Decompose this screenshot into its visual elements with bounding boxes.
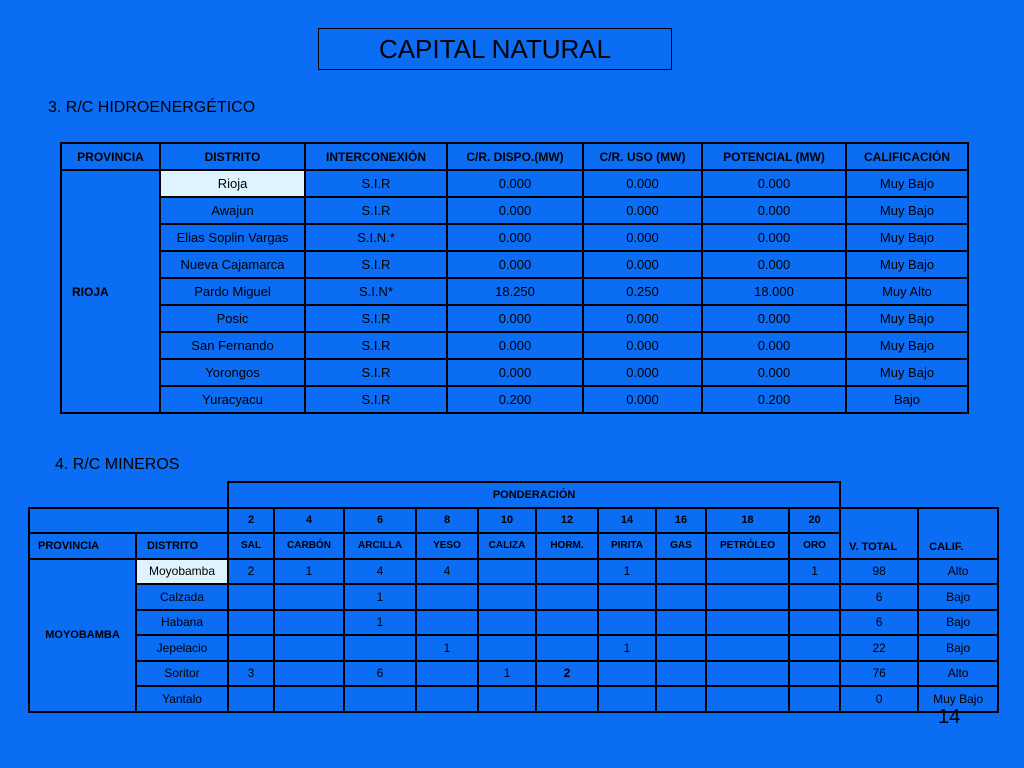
table-row	[61, 170, 968, 197]
mineral-distrito-cell[interactable]: Jepelacio	[136, 635, 228, 661]
mineral-value-cell: 3	[228, 661, 274, 687]
hydro-dispo-cell: 0.000	[447, 224, 583, 251]
mineral-value-cell	[536, 584, 598, 610]
mineral-value-cell	[656, 635, 706, 661]
mineral-value-cell: 4	[416, 559, 478, 585]
mineral-distrito-cell[interactable]: Habana	[136, 610, 228, 636]
mineral-total-cell: 6	[840, 610, 918, 636]
blank-cell	[29, 482, 228, 508]
calif-header: CALIF.	[918, 508, 998, 559]
hydro-distrito-cell[interactable]: Yuracyacu	[160, 386, 305, 413]
hydro-calificacion-cell: Muy Bajo	[846, 224, 968, 251]
mineral-value-cell	[478, 635, 536, 661]
hydro-calificacion-cell: Muy Bajo	[846, 251, 968, 278]
mineral-calif-cell: Bajo	[918, 635, 998, 661]
hydro-interconexion-cell: S.I.R	[305, 386, 447, 413]
hydro-dispo-cell: 0.000	[447, 197, 583, 224]
mineral-value-cell	[598, 661, 656, 687]
hydro-potencial-cell: 18.000	[702, 278, 846, 305]
mineral-value-cell	[789, 635, 840, 661]
weight-header: 14	[598, 508, 656, 534]
mineral-value-cell	[478, 584, 536, 610]
mineral-value-cell	[228, 686, 274, 712]
hydro-interconexion-cell: S.I.R	[305, 197, 447, 224]
vtotal-header: V. TOTAL	[840, 508, 918, 559]
hydro-header-uso: C/R. USO (MW)	[583, 143, 702, 170]
mineral-value-cell	[344, 635, 416, 661]
section-heading-mineros: 4. R/C MINEROS	[55, 456, 180, 473]
hydro-distrito-cell[interactable]: Elias Soplin Vargas	[160, 224, 305, 251]
mineral-total-cell: 76	[840, 661, 918, 687]
hydro-distrito-cell[interactable]: Rioja	[160, 170, 305, 197]
mineral-header-carbon: CARBÓN	[274, 533, 344, 559]
hydro-dispo-cell: 0.000	[447, 359, 583, 386]
mineral-value-cell	[536, 635, 598, 661]
weight-header: 12	[536, 508, 598, 534]
mineral-value-cell	[536, 559, 598, 585]
hydro-distrito-cell[interactable]: Pardo Miguel	[160, 278, 305, 305]
hydro-uso-cell: 0.000	[583, 386, 702, 413]
mineral-value-cell	[274, 686, 344, 712]
weights-spacer-cell	[29, 508, 228, 534]
distrito-header: DISTRITO	[136, 533, 228, 559]
table-row	[61, 278, 968, 305]
ponderacion-header: PONDERACIÓN	[228, 482, 840, 508]
hydro-dispo-cell: 0.000	[447, 251, 583, 278]
hydro-potencial-cell: 0.000	[702, 224, 846, 251]
mineral-total-cell: 98	[840, 559, 918, 585]
mineral-value-cell	[478, 559, 536, 585]
hydro-uso-cell: 0.000	[583, 332, 702, 359]
mineral-distrito-cell[interactable]: Calzada	[136, 584, 228, 610]
hydro-distrito-cell[interactable]: San Fernando	[160, 332, 305, 359]
hydro-dispo-cell: 0.000	[447, 170, 583, 197]
hydro-header-row	[61, 143, 968, 170]
mineral-value-cell	[478, 610, 536, 636]
weight-header: 18	[706, 508, 789, 534]
mineral-value-cell: 1	[598, 635, 656, 661]
table-row	[61, 386, 968, 413]
hydro-potencial-cell: 0.000	[702, 332, 846, 359]
hydro-dispo-cell: 0.000	[447, 305, 583, 332]
mineral-value-cell	[478, 686, 536, 712]
mineral-table	[28, 481, 999, 713]
mineral-value-cell	[789, 686, 840, 712]
weight-header: 4	[274, 508, 344, 534]
slide-title-text: CAPITAL NATURAL	[378, 33, 612, 64]
hydro-interconexion-cell: S.I.N*	[305, 278, 447, 305]
mineral-calif-cell: Alto	[918, 661, 998, 687]
mineral-ponderacion-row	[29, 482, 998, 508]
hydro-province-cell: RIOJA	[61, 170, 160, 413]
mineral-value-cell	[706, 686, 789, 712]
hydro-distrito-cell[interactable]: Awajun	[160, 197, 305, 224]
mineral-header-oro: ORO	[789, 533, 840, 559]
hydro-interconexion-cell: S.I.N.*	[305, 224, 447, 251]
weight-header: 16	[656, 508, 706, 534]
mineral-value-cell	[274, 635, 344, 661]
hydro-header-dispo: C/R. DISPO.(MW)	[447, 143, 583, 170]
mineral-header-yeso: YESO	[416, 533, 478, 559]
mineral-header-pirita: PIRITA	[598, 533, 656, 559]
hydro-potencial-cell: 0.000	[702, 197, 846, 224]
hydro-interconexion-cell: S.I.R	[305, 170, 447, 197]
hydro-potencial-cell: 0.000	[702, 170, 846, 197]
mineral-total-cell: 6	[840, 584, 918, 610]
hydro-uso-cell: 0.000	[583, 197, 702, 224]
mineral-value-cell: 1	[416, 635, 478, 661]
mineral-value-cell	[706, 584, 789, 610]
mineral-value-cell	[274, 610, 344, 636]
hydro-header-potencial: POTENCIAL (MW)	[702, 143, 846, 170]
mineral-value-cell: 1	[344, 610, 416, 636]
hydro-header-interconexion: INTERCONEXIÓN	[305, 143, 447, 170]
table-row	[29, 661, 998, 687]
hydro-interconexion-cell: S.I.R	[305, 332, 447, 359]
mineral-value-cell	[274, 584, 344, 610]
hydro-calificacion-cell: Muy Alto	[846, 278, 968, 305]
mineral-calif-cell: Bajo	[918, 584, 998, 610]
weight-header: 8	[416, 508, 478, 534]
blank-cell	[840, 482, 998, 508]
mineral-value-cell	[536, 610, 598, 636]
mineral-value-cell	[416, 610, 478, 636]
mineral-value-cell: 2	[536, 661, 598, 687]
mineral-total-cell: 22	[840, 635, 918, 661]
mineral-header-sal: SAL	[228, 533, 274, 559]
mineral-value-cell: 4	[344, 559, 416, 585]
hydro-dispo-cell: 0.200	[447, 386, 583, 413]
mineral-value-cell: 1	[789, 559, 840, 585]
mineral-value-cell	[274, 661, 344, 687]
hydro-header-calificacion: CALIFICACIÓN	[846, 143, 968, 170]
mineral-value-cell: 2	[228, 559, 274, 585]
hydro-uso-cell: 0.000	[583, 305, 702, 332]
weight-header: 10	[478, 508, 536, 534]
table-row	[61, 305, 968, 332]
mineral-value-cell: 1	[598, 559, 656, 585]
hydro-uso-cell: 0.000	[583, 170, 702, 197]
mineral-value-cell	[656, 559, 706, 585]
mineral-value-cell	[416, 661, 478, 687]
hydro-dispo-cell: 0.000	[447, 332, 583, 359]
mineral-value-cell	[228, 584, 274, 610]
mineral-distrito-cell[interactable]: Soritor	[136, 661, 228, 687]
mineral-header-caliza: CALIZA	[478, 533, 536, 559]
table-row	[61, 224, 968, 251]
hydro-uso-cell: 0.000	[583, 224, 702, 251]
hydro-calificacion-cell: Bajo	[846, 386, 968, 413]
table-row	[61, 197, 968, 224]
mineral-value-cell: 1	[478, 661, 536, 687]
hydro-potencial-cell: 0.000	[702, 359, 846, 386]
hydro-potencial-cell: 0.000	[702, 305, 846, 332]
mineral-weights-row	[29, 508, 998, 534]
slide-title	[318, 28, 672, 70]
mineral-value-cell	[706, 559, 789, 585]
hydro-potencial-cell: 0.000	[702, 251, 846, 278]
mineral-value-cell	[228, 610, 274, 636]
table-row	[61, 359, 968, 386]
hydro-table	[60, 142, 969, 414]
hydro-header-distrito: DISTRITO	[160, 143, 305, 170]
hydro-calificacion-cell: Muy Bajo	[846, 359, 968, 386]
mineral-value-cell	[706, 635, 789, 661]
hydro-uso-cell: 0.000	[583, 359, 702, 386]
mineral-value-cell	[416, 584, 478, 610]
hydro-interconexion-cell: S.I.R	[305, 251, 447, 278]
hydro-calificacion-cell: Muy Bajo	[846, 170, 968, 197]
mineral-value-cell	[656, 584, 706, 610]
hydro-uso-cell: 0.250	[583, 278, 702, 305]
mineral-header-arcilla: ARCILLA	[344, 533, 416, 559]
mineral-value-cell	[656, 610, 706, 636]
weight-header: 2	[228, 508, 274, 534]
hydro-calificacion-cell: Muy Bajo	[846, 332, 968, 359]
mineral-value-cell	[706, 610, 789, 636]
mineral-value-cell	[228, 635, 274, 661]
mineral-value-cell: 6	[344, 661, 416, 687]
hydro-distrito-cell[interactable]: Yorongos	[160, 359, 305, 386]
mineral-distrito-cell[interactable]: Yantalo	[136, 686, 228, 712]
mineral-value-cell	[598, 686, 656, 712]
mineral-value-cell	[789, 610, 840, 636]
mineral-calif-cell: Alto	[918, 559, 998, 585]
provincia-header: PROVINCIA	[29, 533, 136, 559]
mineral-header-horm: HORM.	[536, 533, 598, 559]
mineral-value-cell	[656, 661, 706, 687]
mineral-value-cell	[416, 686, 478, 712]
hydro-distrito-cell[interactable]: Nueva Cajamarca	[160, 251, 305, 278]
mineral-value-cell: 1	[274, 559, 344, 585]
table-row	[61, 251, 968, 278]
mineral-value-cell	[344, 686, 416, 712]
hydro-potencial-cell: 0.200	[702, 386, 846, 413]
hydro-interconexion-cell: S.I.R	[305, 359, 447, 386]
section-heading-hydro: 3. R/C HIDROENERGÉTICO	[48, 99, 256, 116]
mineral-calif-cell: Muy Bajo	[918, 686, 998, 712]
mineral-value-cell: 1	[344, 584, 416, 610]
table-row	[29, 559, 998, 585]
mineral-value-cell	[598, 610, 656, 636]
mineral-value-cell	[789, 584, 840, 610]
table-row	[29, 610, 998, 636]
hydro-calificacion-cell: Muy Bajo	[846, 305, 968, 332]
mineral-value-cell	[656, 686, 706, 712]
mineral-header-petroleo: PETRÓLEO	[706, 533, 789, 559]
table-row	[29, 635, 998, 661]
mineral-province-cell: MOYOBAMBA	[29, 559, 136, 712]
weight-header: 20	[789, 508, 840, 534]
hydro-dispo-cell: 18.250	[447, 278, 583, 305]
hydro-calificacion-cell: Muy Bajo	[846, 197, 968, 224]
hydro-interconexion-cell: S.I.R	[305, 305, 447, 332]
hydro-distrito-cell[interactable]: Posic	[160, 305, 305, 332]
mineral-header-gas: GAS	[656, 533, 706, 559]
table-row	[61, 332, 968, 359]
mineral-value-cell	[706, 661, 789, 687]
weight-header: 6	[344, 508, 416, 534]
hydro-uso-cell: 0.000	[583, 251, 702, 278]
mineral-distrito-cell[interactable]: Moyobamba	[136, 559, 228, 585]
mineral-value-cell	[536, 686, 598, 712]
mineral-total-cell: 0	[840, 686, 918, 712]
table-row	[29, 584, 998, 610]
mineral-value-cell	[598, 584, 656, 610]
hydro-header-provincia: PROVINCIA	[61, 143, 160, 170]
mineral-calif-cell: Bajo	[918, 610, 998, 636]
mineral-value-cell	[789, 661, 840, 687]
page-number: 14	[938, 706, 961, 728]
table-row	[29, 686, 998, 712]
